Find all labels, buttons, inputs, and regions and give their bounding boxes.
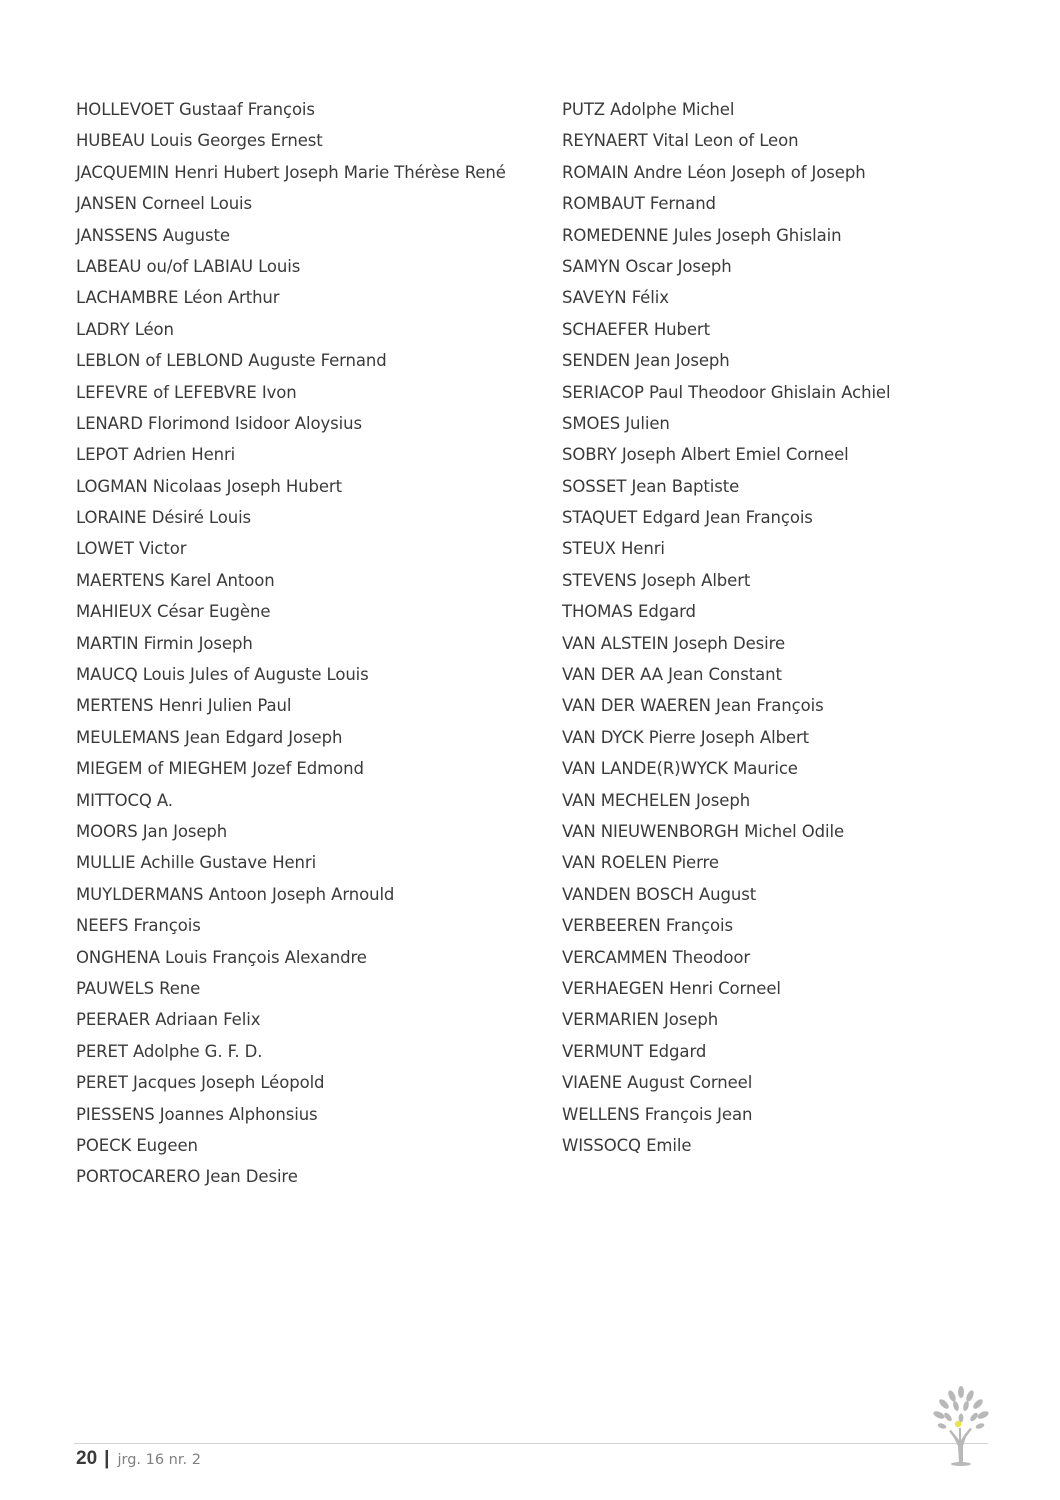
name-entry: SOBRY Joseph Albert Emiel Corneel: [562, 445, 849, 465]
name-entry: MOORS Jan Joseph: [76, 821, 228, 841]
name-entry: VERCAMMEN Theodoor: [562, 947, 751, 967]
name-entry: SERIACOP Paul Theodoor Ghislain Achiel: [562, 382, 891, 402]
name-entry: WELLENS François Jean: [562, 1104, 753, 1124]
name-entry: POECK Eugeen: [76, 1135, 198, 1155]
name-entry: ONGHENA Louis François Alexandre: [76, 947, 367, 967]
name-entry: NEEFS François: [76, 916, 201, 936]
name-entry: LEPOT Adrien Henri: [76, 445, 236, 465]
name-entry: LACHAMBRE Léon Arthur: [76, 288, 280, 308]
name-entry: HOLLEVOET Gustaaf François: [76, 100, 315, 119]
name-entry: VERBEEREN François: [562, 916, 734, 936]
name-entry: REYNAERT Vital Leon of Leon: [562, 131, 799, 151]
name-entry: MEULEMANS Jean Edgard Joseph: [76, 727, 343, 747]
name-entry: ROMBAUT Fernand: [562, 194, 716, 214]
name-entry: PIESSENS Joannes Alphonsius: [76, 1104, 318, 1124]
name-entry: MARTIN Firmin Joseph: [76, 633, 253, 653]
name-entry: SMOES Julien: [562, 413, 670, 433]
name-entry: JANSEN Corneel Louis: [76, 194, 253, 214]
name-entry: VAN DER WAEREN Jean François: [562, 696, 824, 716]
name-entry: VAN ALSTEIN Joseph Desire: [562, 633, 786, 653]
name-entry: PERET Adolphe G. F. D.: [76, 1041, 263, 1061]
name-entry: SAVEYN Félix: [562, 288, 669, 308]
name-entry: VERMUNT Edgard: [562, 1041, 707, 1061]
name-entry: SOSSET Jean Baptiste: [562, 476, 740, 496]
tree-icon: [930, 1384, 992, 1466]
name-entry: LENARD Florimond Isidoor Aloysius: [76, 413, 362, 433]
name-entry: LOGMAN Nicolaas Joseph Hubert: [76, 476, 342, 496]
name-entry: MIEGEM of MIEGHEM Jozef Edmond: [76, 759, 364, 779]
name-entry: VAN NIEUWENBORGH Michel Odile: [562, 821, 845, 841]
name-entry: STEVENS Joseph Albert: [562, 570, 751, 590]
name-entry: ROMAIN Andre Léon Joseph of Joseph: [562, 162, 866, 182]
name-entry: MERTENS Henri Julien Paul: [76, 696, 292, 716]
name-entry: ROMEDENNE Jules Joseph Ghislain: [562, 225, 842, 245]
name-entry: VERHAEGEN Henri Corneel: [562, 978, 781, 998]
name-entry: LABEAU ou/of LABIAU Louis: [76, 256, 301, 276]
name-entry: SENDEN Jean Joseph: [562, 351, 730, 371]
name-entry: VANDEN BOSCH August: [562, 884, 757, 904]
name-entry: MUYLDERMANS Antoon Joseph Arnould: [76, 884, 395, 904]
name-entry: STEUX Henri: [562, 539, 665, 559]
name-entry: LOWET Victor: [76, 539, 187, 559]
footer-separator: |: [104, 1448, 110, 1469]
name-entry: MULLIE Achille Gustave Henri: [76, 853, 317, 873]
name-entry: VAN DYCK Pierre Joseph Albert: [562, 727, 810, 747]
name-entry: MITTOCQ A.: [76, 790, 173, 810]
name-entry: PAUWELS Rene: [76, 978, 201, 998]
name-entry: VAN MECHELEN Joseph: [562, 790, 751, 810]
name-entry: VERMARIEN Joseph: [562, 1010, 719, 1030]
name-entry: MAUCQ Louis Jules of Auguste Louis: [76, 665, 369, 685]
name-entry: PORTOCARERO Jean Desire: [76, 1167, 298, 1187]
name-entry: JANSSENS Auguste: [76, 225, 230, 245]
name-entry: STAQUET Edgard Jean François: [562, 508, 813, 528]
name-entry: JACQUEMIN Henri Hubert Joseph Marie Thérèse René: [76, 162, 506, 182]
footer-divider: [74, 1443, 988, 1444]
name-entry: THOMAS Edgard: [562, 602, 696, 622]
name-entry: MAHIEUX César Eugène: [76, 602, 271, 622]
name-entry: PERET Jacques Joseph Léopold: [76, 1073, 325, 1093]
name-entry: VAN ROELEN Pierre: [562, 853, 719, 873]
names-column-left: [76, 94, 506, 1193]
page-footer: [76, 1446, 201, 1472]
name-entry: SAMYN Oscar Joseph: [562, 256, 732, 276]
name-entry: LORAINE Désiré Louis: [76, 508, 252, 528]
name-entry: VIAENE August Corneel: [562, 1073, 753, 1093]
name-entry: PUTZ Adolphe Michel: [562, 100, 735, 119]
page-number: 20: [76, 1448, 98, 1469]
name-entry: LEBLON of LEBLOND Auguste Fernand: [76, 351, 387, 371]
name-entry: LADRY Léon: [76, 319, 174, 339]
name-entry: LEFEVRE of LEFEBVRE Ivon: [76, 382, 297, 402]
name-entry: HUBEAU Louis Georges Ernest: [76, 131, 323, 151]
name-entry: SCHAEFER Hubert: [562, 319, 710, 339]
issue-label: jrg. 16 nr. 2: [117, 1452, 201, 1468]
name-entry: VAN DER AA Jean Constant: [562, 665, 782, 685]
name-entry: WISSOCQ Emile: [562, 1135, 692, 1155]
name-entry: VAN LANDE(R)WYCK Maurice: [562, 759, 798, 779]
names-column-right: [562, 94, 890, 1161]
name-entry: MAERTENS Karel Antoon: [76, 570, 275, 590]
name-entry: PEERAER Adriaan Felix: [76, 1010, 261, 1030]
